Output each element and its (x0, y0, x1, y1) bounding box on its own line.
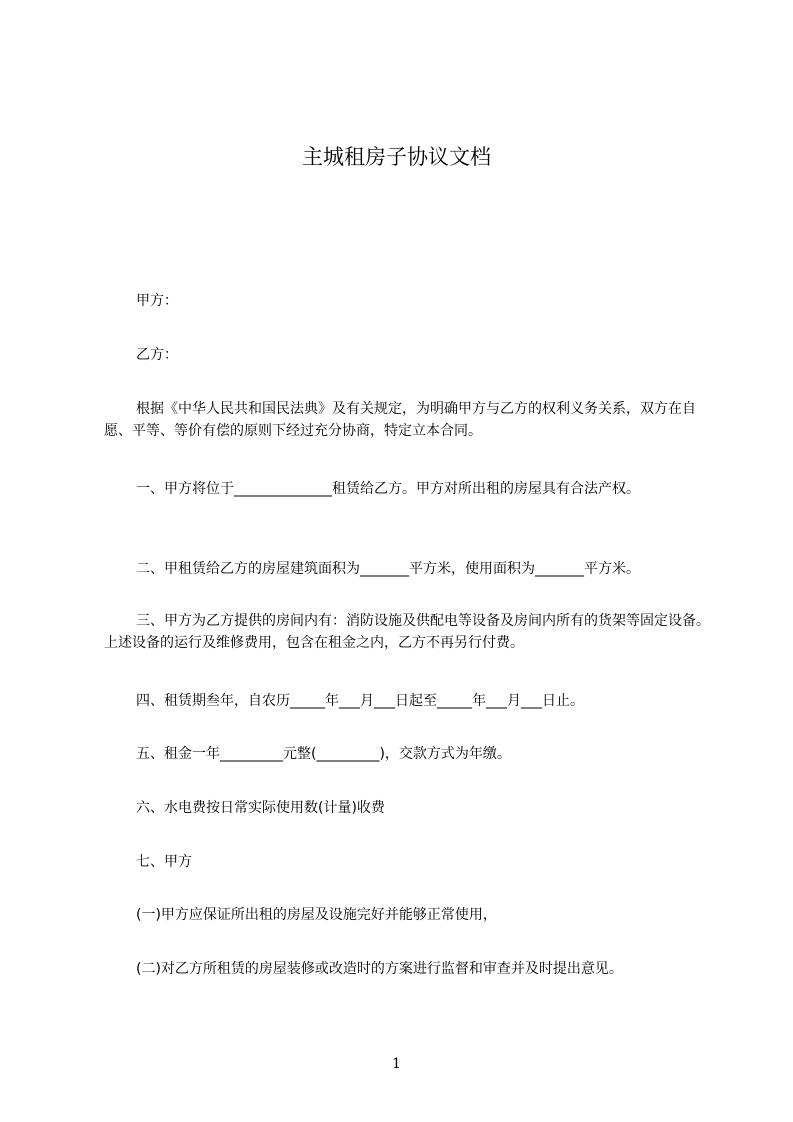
clause-7-heading: 七、甲方 (136, 854, 192, 870)
clause-1-paragraph: 一、甲方将位于______________租赁给乙方。甲方对所出租的房屋具有合法产权。 (136, 481, 640, 497)
clause-4-paragraph: 四、租赁期叁年，自农历_____年___月___日起至_____年___月___日止。 (136, 693, 584, 709)
page-number: 1 (392, 1056, 401, 1072)
document-title: 主城租房子协议文档 (302, 145, 491, 169)
clause-7-item-1: (一)甲方应保证所出租的房屋及设施完好并能够正常使用， (136, 907, 497, 923)
party-b-line: 乙方： (136, 347, 178, 363)
clause-7-item-2: (二)对乙方所租赁的房屋装修或改造时的方案进行监督和审查并及时提出意见。 (136, 961, 623, 977)
clause-6-paragraph: 六、水电费按日常实际使用数(计量)收费 (136, 800, 385, 816)
preamble-paragraph: 根据《中华人民共和国民法典》及有关规定，为明确甲方与乙方的权利义务关系，双方在自愿、平等、等价有偿的原则下经过充分协商，特定立本合同。 (104, 401, 696, 439)
clause-3-paragraph: 三、甲方为乙方提供的房间内有：消防设施及供配电等设备及房间内所有的货架等固定设备。上述设备的运行及维修费用，包含在租金之内，乙方不再另行付费。 (104, 613, 710, 651)
party-a-line: 甲方： (136, 293, 178, 309)
clause-5-paragraph: 五、租金一年_________元整(_________)，交款方式为年缴。 (136, 746, 511, 762)
clause-2-paragraph: 二、甲租赁给乙方的房屋建筑面积为_______平方米，使用面积为_______平方米。 (136, 561, 640, 577)
